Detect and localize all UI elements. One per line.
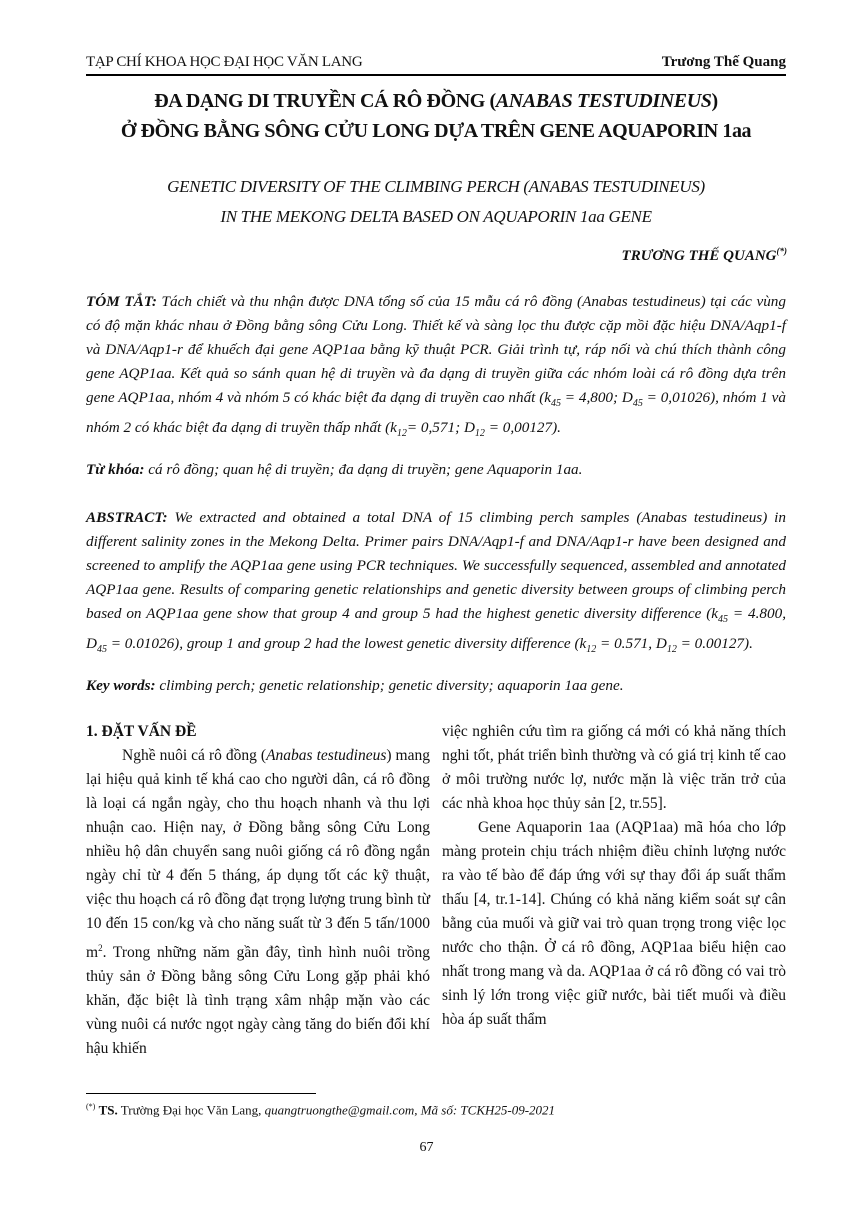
title-en-line1: GENETIC DIVERSITY OF THE CLIMBING PERCH (ANABAS TESTUDINEUS) <box>167 177 705 196</box>
footnote-degree: TS. <box>98 1102 118 1118</box>
body-paragraph: Gene Aquaporin 1aa (AQP1aa) mã hóa cho lớp màng protein chịu trách nhiệm điều chỉnh lượng nước ra vào tế bào để đáp ứng với sự thay đổi áp suất thẩm thấu [4, tr.1-14]. Chúng có khả năng kiểm soát sự cân bằng của muối và giữ vai trò quan trọng trong việc lọc nước cho thận. Ở cá rô đồng, AQP1aa biểu hiện cao nhất trong mang và da. AQP1aa ở cá rô đồng có vai trò sinh lý lớn trong việc giữ nước, bài tiết muối và điều hòa áp suất thẩm <box>442 819 786 1028</box>
footnote-contact: quangtruongthe@gmail.com, Mã số: TCKH25-09-2021 <box>264 1102 556 1118</box>
keywords-en-label: Key words: <box>86 677 156 694</box>
footnote-mark: (*) <box>86 1102 96 1111</box>
abstract-vn-text: = 0,01026), nhóm 1 và nhóm 2 có khác biệt đa dạng di truyền thấp nhất (k <box>86 389 787 437</box>
keywords-vietnamese <box>86 458 786 482</box>
title-vn-line2: Ở ĐỒNG BẰNG SÔNG CỬU LONG DỰA TRÊN GENE AQUAPORIN 1aa <box>120 120 752 142</box>
title-en-line2: IN THE MEKONG DELTA BASED ON AQUAPORIN 1aa GENE <box>220 207 652 226</box>
subscript: 45 <box>551 398 561 410</box>
abstract-en-text: = 0.01026), group 1 and group 2 had the lowest genetic diversity difference (k <box>106 635 587 653</box>
abstract-en-text: We extracted and obtained a total DNA of 15 climbing perch samples (Anabas testudineus) in different salinity zones in the Mekong Delta. Primer pairs DNA/Aqp1-f and DNA/Aqp1-r have been designed and screened to amplify the AQP1aa gene using PCR techniques. We successfully sequenced, assembled and annotated AQP1aa gene. Results of comparing genetic relationships and genetic diversity between groups of climbing perch based on AQP1aa gene show that group 4 and group 5 had the highest genetic diversity difference (k <box>86 509 786 622</box>
keywords-vn-label: Từ khóa: <box>86 461 145 478</box>
paragraph-text: ) mang lại hiệu quả kinh tế khá cao cho người dân, cá rô đồng là loại cá ngắn ngày, cho thu hoạch nhanh và thu lợi nhuận cao. Hiện nay, ở Đồng bằng sông Cửu Long nhiều hộ dân chuyển sang nuôi giống cá rô đồng ngắn ngày chỉ từ 4 đến 5 tháng, áp dụng tốt các kỹ thuật, việc thu hoạch cá rô đồng đạt trọng lượng trung bình từ 10 đến 15 con/kg và cho năng suất từ 3 đến 5 tấn/1000 m <box>86 747 430 962</box>
abstract-vn-text: = 0,571; D <box>406 419 475 437</box>
species-name: Anabas testudineus <box>266 747 387 764</box>
subscript: 12 <box>396 428 407 440</box>
subscript: 45 <box>718 614 728 626</box>
keywords-en-text: climbing perch; genetic relationship; genetic diversity; aquaporin 1aa gene. <box>155 677 624 694</box>
footnote-affiliation: Trường Đại học Văn Lang, <box>117 1102 265 1118</box>
abstract-en-text: = 4.800, D <box>86 605 786 653</box>
abstract-en-label: ABSTRACT: <box>86 509 168 526</box>
paragraph-text: . Trong những năm gần đây, tình hình nuôi trồng thủy sản ở Đồng bằng sông Cửu Long gặp phải khó khăn, đặc biệt là tình trạng xâm nhập mặn vào các vùng nuôi cá nước ngọt ngày càng tăng do biến đổi khí hậu khiến <box>86 944 430 1058</box>
keywords-vn-text: cá rô đồng; quan hệ di truyền; đa dạng di truyền; gene Aquaporin 1aa. <box>144 461 583 478</box>
subscript: 12 <box>666 644 677 656</box>
abstract-vn-text: = 4,800; D <box>561 389 633 406</box>
body-column-right <box>442 720 786 1032</box>
header-author: Trương Thế Quang <box>661 54 786 70</box>
abstract-english <box>86 506 786 662</box>
subscript: 45 <box>632 398 643 410</box>
abstract-vn-text: = 0,00127). <box>484 419 561 437</box>
title-vn-species: ANABAS TESTUDINEUS <box>495 90 712 112</box>
title-vn-line1-suffix: ) <box>711 90 718 112</box>
author-name: TRƯƠNG THẾ QUANG <box>621 248 777 264</box>
footnote-divider <box>86 1093 316 1094</box>
abstract-vn-text: Tách chiết và thu nhận được DNA tổng số của 15 mẫu cá rô đồng (Anabas testudineus) tại các vùng có độ mặn khác nhau ở Đồng bằng sông Cửu Long. Thiết kế và sàng lọc thu được cặp mồi đặc hiệu DNA/Aqp1-f và DNA/Aqp1-r để khuếch đại gene AQP1aa bằng kỹ thuật PCR. Giải trình tự, ráp nối và chú thích thành công gene AQP1aa. Kết quả so sánh quan hệ di truyền và đa dạng di truyền giữa các nhóm loài cá rô đồng dựa trên gene AQP1aa, nhóm 4 và nhóm 5 có khác biệt đa dạng di truyền cao nhất (k <box>86 293 786 406</box>
author-byline <box>622 246 787 265</box>
title-vn-line1-prefix: ĐA DẠNG DI TRUYỀN CÁ RÔ ĐỒNG ( <box>154 90 496 112</box>
title-english <box>86 172 786 232</box>
abstract-en-text: = 0.571, D <box>596 635 667 653</box>
running-header <box>86 52 786 76</box>
journal-name: TẠP CHÍ KHOA HỌC ĐẠI HỌC VĂN LANG <box>86 54 363 70</box>
body-paragraph <box>86 744 430 1061</box>
footnote <box>86 1102 555 1118</box>
subscript: 12 <box>586 644 597 656</box>
title-vietnamese <box>86 86 786 146</box>
paragraph-text: Nghề nuôi cá rô đồng ( <box>122 747 267 764</box>
author-footnote-mark: (*) <box>776 246 787 256</box>
page-number: 67 <box>419 1140 434 1155</box>
subscript: 45 <box>96 644 107 656</box>
subscript: 12 <box>474 428 485 440</box>
body-column-left <box>86 720 430 1061</box>
section-heading: 1. ĐẶT VẤN ĐỀ <box>86 723 197 740</box>
abstract-en-text: = 0.00127). <box>676 635 753 653</box>
abstract-vn-label: TÓM TẮT: <box>86 293 157 310</box>
body-paragraph-continued: việc nghiên cứu tìm ra giống cá mới có khả năng thích nghi tốt, phát triển bình thường và có giá trị kinh tế cao ở môi trường nước lợ, nước mặn là việc trăn trở của các nhà khoa học thủy sản [2, tr.55]. <box>442 723 786 812</box>
superscript: 2 <box>98 943 103 953</box>
keywords-english <box>86 674 786 698</box>
abstract-vietnamese <box>86 290 786 446</box>
